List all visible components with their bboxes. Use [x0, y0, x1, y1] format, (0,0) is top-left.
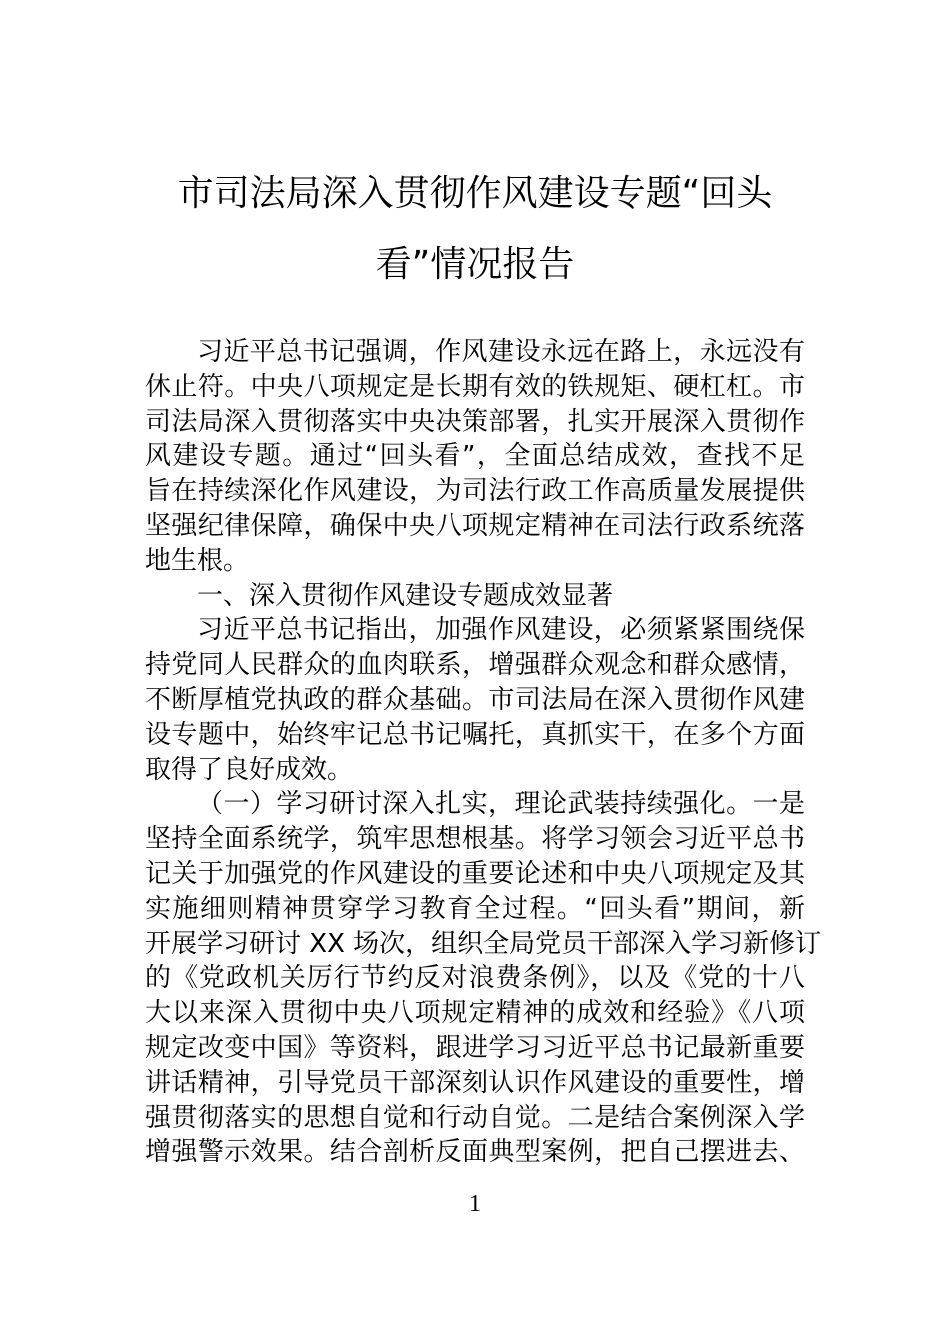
- body-text-line: 增强警示效果。结合剖析反面典型案例，把自己摆进去、: [145, 1137, 805, 1168]
- body-text-line: （一）学习研讨深入扎实，理论武装持续强化。一是: [197, 789, 805, 820]
- body-text-line: 地生根。: [145, 545, 250, 576]
- body-text-line: 实施细则精神贯穿学习教育全过程。“回头看”期间，新: [145, 893, 805, 924]
- body-text-line: 记关于加强党的作风建设的重要论述和中央八项规定及其: [145, 858, 805, 889]
- body-text-line: 的《党政机关厉行节约反对浪费条例》，以及《党的十八: [145, 963, 805, 994]
- body-text-line: 旨在持续深化作风建设，为司法行政工作高质量发展提供: [145, 476, 805, 507]
- body-text-line: 一、深入贯彻作风建设专题成效显著: [197, 580, 614, 611]
- body-text-line: 持党同人民群众的血肉联系，增强群众观念和群众感情，: [145, 650, 805, 681]
- body-text-line: 司法局深入贯彻落实中央决策部署，扎实开展深入贯彻作: [145, 406, 805, 437]
- body-text-line: 讲话精神，引导党员干部深刻认识作风建设的重要性，增: [145, 1067, 805, 1098]
- body-text-line: 取得了良好成效。: [145, 754, 354, 785]
- page-number: 1: [469, 1191, 481, 1217]
- body-text-line: 不断厚植党执政的群众基础。市司法局在深入贯彻作风建: [145, 684, 805, 715]
- document-body: [145, 335, 822, 1170]
- body-text-line: 强贯彻落实的思想自觉和行动自觉。二是结合案例深入学: [145, 1102, 805, 1133]
- document-title-line-1: 市司法局深入贯彻作风建设专题“回头: [177, 173, 773, 214]
- body-text-line: 风建设专题。通过“回头看”，全面总结成效，查找不足: [145, 441, 805, 472]
- body-text-line: 大以来深入贯彻中央八项规定精神的成效和经验》《八项: [145, 998, 805, 1029]
- body-text-line: 坚持全面系统学，筑牢思想根基。将学习领会习近平总书: [145, 824, 805, 855]
- body-text-line: 规定改变中国》等资料，跟进学习习近平总书记最新重要: [145, 1032, 805, 1063]
- body-text-line: 习近平总书记指出，加强作风建设，必须紧紧围绕保: [197, 615, 805, 646]
- body-text-line: 设专题中，始终牢记总书记嘱托，真抓实干，在多个方面: [145, 719, 805, 750]
- body-text-line: 开展学习研讨 XX 场次，组织全局党员干部深入学习新修订: [145, 928, 822, 959]
- body-text-line: 坚强纪律保障，确保中央八项规定精神在司法行政系统落: [145, 510, 805, 541]
- body-text-line: 习近平总书记强调，作风建设永远在路上，永远没有: [197, 337, 805, 367]
- body-text-line: 休止符。中央八项规定是长期有效的铁规矩、硬杠杠。市: [145, 371, 805, 402]
- document-title-line-2: 看”情况报告: [375, 244, 575, 285]
